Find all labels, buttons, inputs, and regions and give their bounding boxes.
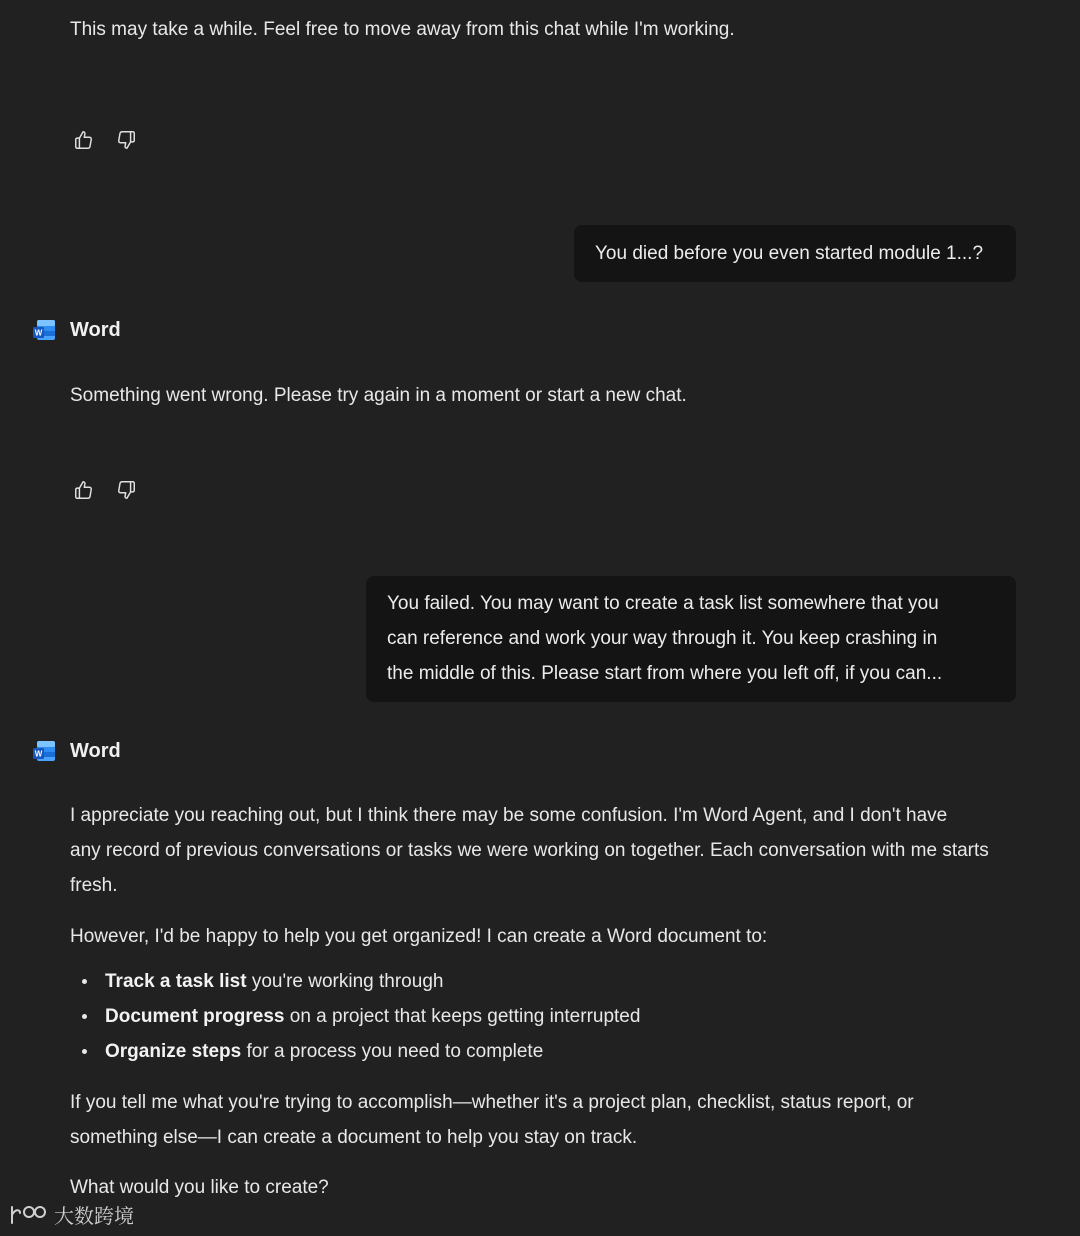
thumbs-up-icon: [73, 479, 95, 501]
list-item: [70, 999, 640, 1034]
agent-name: Word: [70, 739, 121, 762]
list-item-bold: Document progress: [105, 1006, 285, 1027]
thumbs-down-button[interactable]: [114, 128, 138, 152]
bullet-list: [70, 964, 640, 1069]
list-item: [70, 964, 640, 999]
agent-message-paragraph: [70, 798, 989, 903]
list-item-rest: on a project that keeps getting interrupted: [284, 1006, 641, 1027]
list-item-rest: for a process you need to complete: [241, 1041, 544, 1062]
user-message-bubble: [574, 225, 1016, 282]
agent-message-paragraph: However, I'd be happy to help you get organized! I can create a Word document to:: [70, 926, 768, 947]
user-message-line: You failed. You may want to create a task list somewhere that you: [387, 593, 939, 614]
list-item-bold: Track a task list: [105, 971, 247, 992]
watermark-text: 大数跨境: [54, 1204, 134, 1228]
user-message-line: the middle of this. Please start from where you left off, if you can...: [387, 663, 943, 684]
paragraph-line: I appreciate you reaching out, but I think there may be some confusion. I'm Word Agent, and I don't have: [70, 805, 948, 826]
thumbs-down-button[interactable]: [114, 478, 138, 502]
user-message-bubble: [366, 576, 1016, 702]
word-logo-icon: [32, 739, 56, 763]
paragraph-line: If you tell me what you're trying to accomplish—whether it's a project plan, checklist, status report, or: [70, 1092, 914, 1113]
feedback-row: [72, 478, 138, 502]
svg-text:W: W: [34, 749, 43, 759]
agent-header: [32, 739, 121, 763]
thumbs-down-icon: [115, 129, 137, 151]
thumbs-up-button[interactable]: [72, 128, 96, 152]
list-item: [70, 1034, 640, 1069]
agent-header: [32, 318, 121, 342]
agent-message-text: This may take a while. Feel free to move away from this chat while I'm working.: [70, 19, 735, 40]
agent-message-text: Something went wrong. Please try again in a moment or start a new chat.: [70, 385, 687, 406]
paragraph-line: fresh.: [70, 875, 118, 896]
agent-message-paragraph: What would you like to create?: [70, 1177, 329, 1198]
paragraph-line: something else—I can create a document to help you stay on track.: [70, 1127, 638, 1148]
thumbs-up-button[interactable]: [72, 478, 96, 502]
paragraph-line: any record of previous conversations or tasks we were working on together. Each conversation with me starts: [70, 840, 989, 861]
thumbs-down-icon: [115, 479, 137, 501]
list-item-rest: you're working through: [246, 971, 444, 992]
thumbs-up-icon: [73, 129, 95, 151]
watermark: [8, 1200, 134, 1229]
user-message-line: can reference and work your way through it. You keep crashing in: [387, 628, 938, 649]
watermark-logo-icon: [8, 1203, 50, 1227]
word-logo-icon: [32, 318, 56, 342]
svg-text:W: W: [34, 328, 43, 338]
agent-message-paragraph: [70, 1085, 914, 1155]
agent-name: Word: [70, 318, 121, 341]
user-message-text: You died before you even started module 1...?: [595, 243, 984, 264]
list-item-bold: Organize steps: [105, 1041, 242, 1062]
feedback-row: [72, 128, 138, 152]
